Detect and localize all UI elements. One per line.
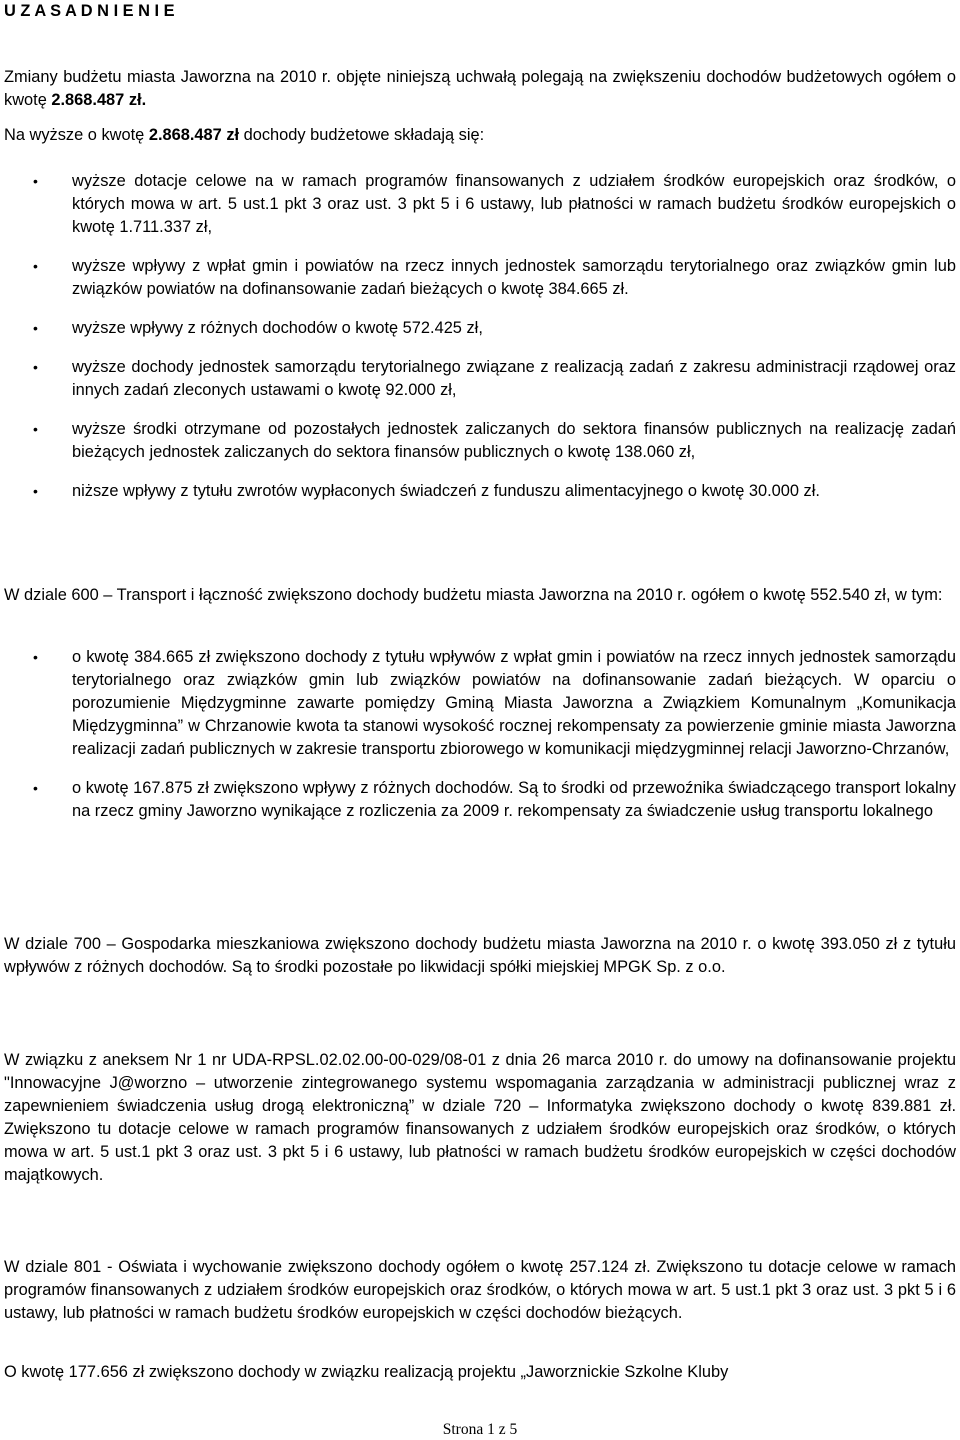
- section-801-paragraph: W dziale 801 - Oświata i wychowanie zwiększono dochody ogółem o kwotę 257.124 zł. Zwiększono tu dotacje celowe w ramach programów finansowanych z udziałem środków europejskich oraz środków, o których mowa w art. 5 ust.1 pkt 3 oraz ust. 3 pkt 5 i 6 ustawy, lub płatności w ramach budżetu środków europejskich w części dochodów bieżących.: [4, 1258, 956, 1322]
- section-600-paragraph: W dziale 600 – Transport i łączność zwiększono dochody budżetu miasta Jaworzna na 2010 r. ogółem o kwotę 552.540 zł, w tym:: [4, 586, 943, 604]
- section-700-paragraph: W dziale 700 – Gospodarka mieszkaniowa zwiększono dochody budżetu miasta Jaworzna na 2010 r. o kwotę 393.050 zł z tytułu wpływów z różnych dochodów. Są to środki pozostałe po likwidacji spółki miejskiej MPGK Sp. z o.o.: [4, 935, 956, 976]
- intro-text: Zmiany budżetu miasta Jaworzna na 2010 r. objęte niniejszą uchwałą polegają na zwiększeniu dochodów budżetowych ogółem o kwotę: [4, 68, 956, 109]
- income-components-list: [0, 170, 956, 503]
- income-sum-text-after: dochody budżetowe składają się:: [239, 126, 485, 144]
- list-item: • wyższe dotacje celowe na w ramach programów finansowanych z udziałem środków europejskich oraz środków, o których mowa w art. 5 ust.1 pkt 3 oraz ust. 3 pkt 5 i 6 ustawy, lub płatności w ramach budżetu środków europejskich o kwotę 1.711.337 zł,: [0, 170, 956, 239]
- list-item: • wyższe środki otrzymane od pozostałych jednostek zaliczanych do sektora finansów publicznych na realizację zadań bieżących jednostek zaliczanych do sektora finansów publicznych o kwotę 138.060 zł,: [0, 418, 956, 464]
- document-heading: U Z A S A D N I E N I E: [4, 2, 175, 20]
- intro-total-amount: 2.868.487 zł.: [51, 91, 147, 109]
- annex-paragraph: W związku z aneksem Nr 1 nr UDA-RPSL.02.02.00-00-029/08-01 z dnia 26 marca 2010 r. do umowy na dofinansowanie projektu "Innowacyjne J@worzno – utworzenie zintegrowanego systemu wspomagania zarządzania w administracji publicznej wraz z zapewnieniem świadczenia usług drogą elektroniczną” w dziale 720 – Informatyka zwiększono dochody o kwotę 839.881 zł. Zwiększono tu dotacje celowe w ramach programów finansowanych z udziałem środków europejskich oraz środków, o których mowa w art. 5 ust.1 pkt 3 oraz ust. 3 pkt 5 i 6 ustawy, lub płatności w ramach budżetu środków europejskich w części dochodów majątkowych.: [4, 1051, 956, 1184]
- section-600-list: [0, 646, 956, 823]
- list-item: • o kwotę 384.665 zł zwiększono dochody z tytułu wpływów z wpłat gmin i powiatów na rzecz innych jednostek samorządu terytorialnego oraz związków gmin lub związków powiatów na dofinansowanie zadań bieżących. W oparciu o porozumienie Międzygminne zawarte pomiędzy Gminą Miasta Jaworzna a Związkiem Komunalnym „Komunikacja Międzygminna” w Chrzanowie kwota ta stanowi wysokość rocznej rekompensaty za powierzenie gminie miasta Jaworzna realizacji zadań publicznych w zakresie transportu zbiorowego w komunikacji międzygminnej relacji Jaworzno-Chrzanów,: [0, 646, 956, 761]
- project-paragraph: O kwotę 177.656 zł zwiększono dochody w związku realizacją projektu „Jaworznickie Szkolne Kluby: [4, 1363, 729, 1381]
- income-sum-paragraph: [4, 124, 956, 147]
- income-sum-text: Na wyższe o kwotę: [4, 126, 149, 144]
- list-item: • wyższe dochody jednostek samorządu terytorialnego związane z realizacją zadań z zakresu administracji rządowej oraz innych zadań zleconych ustawami o kwotę 92.000 zł,: [0, 356, 956, 402]
- list-item: • niższe wpływy z tytułu zwrotów wypłaconych świadczeń z funduszu alimentacyjnego o kwotę 30.000 zł.: [0, 480, 956, 503]
- intro-paragraph: [4, 66, 956, 112]
- income-sum-amount: 2.868.487 zł: [148, 126, 240, 144]
- list-item: • o kwotę 167.875 zł zwiększono wpływy z różnych dochodów. Są to środki od przewoźnika świadczącego transport lokalny na rzecz gminy Jaworzno wynikające z rozliczenia za 2009 r. rekompensaty za świadczenie usług transportu lokalnego: [0, 777, 956, 823]
- list-item: • wyższe wpływy z różnych dochodów o kwotę 572.425 zł,: [0, 317, 956, 340]
- list-item: • wyższe wpływy z wpłat gmin i powiatów na rzecz innych jednostek samorządu terytorialnego oraz związków gmin lub związków powiatów na dofinansowanie zadań bieżących o kwotę 384.665 zł.: [0, 255, 956, 301]
- page-number-footer: Strona 1 z 5: [442, 1421, 518, 1438]
